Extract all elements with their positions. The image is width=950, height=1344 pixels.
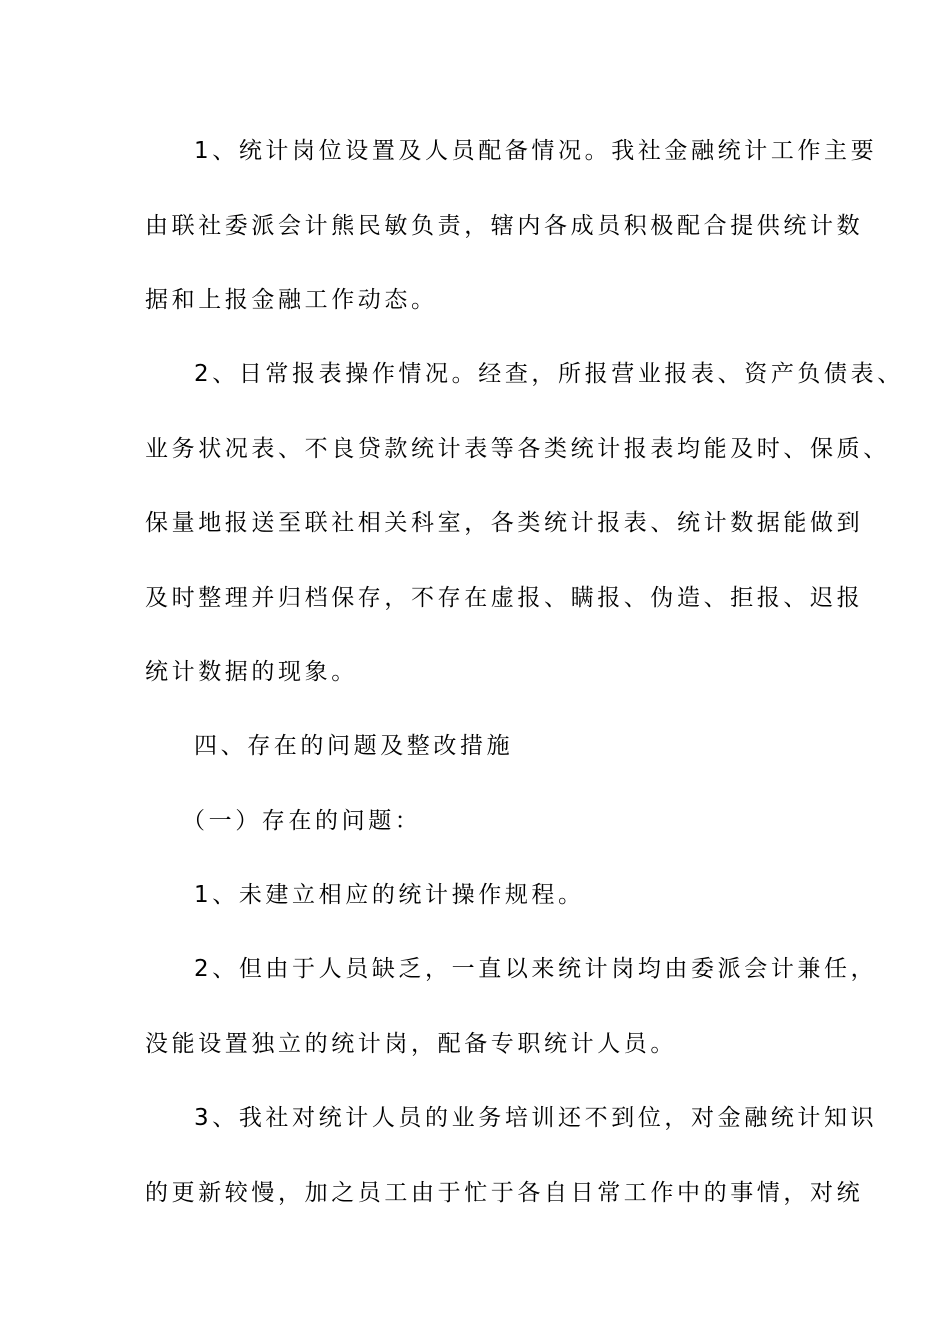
section-heading: 四、存在的问题及整改措施 xyxy=(194,733,514,759)
text-line: 及时整理并归档保存，不存在虚报、瞒报、伪造、拒报、迟报 xyxy=(145,585,864,611)
text-line: 1、统计岗位设置及人员配备情况。我社金融统计工作主要 xyxy=(194,138,878,164)
text-line: 没能设置独立的统计岗，配备专职统计人员。 xyxy=(145,1031,677,1057)
text-line: 保量地报送至联社相关科室，各类统计报表、统计数据能做到 xyxy=(145,510,864,536)
subsection-heading: （一）存在的问题： xyxy=(182,808,422,834)
text-line: 3、我社对统计人员的业务培训还不到位，对金融统计知识 xyxy=(194,1105,878,1131)
text-line: 2、但由于人员缺乏，一直以来统计岗均由委派会计兼任， xyxy=(194,956,878,982)
text-line: 统计数据的现象。 xyxy=(145,659,358,685)
text-line: 由联社委派会计熊民敏负责，辖内各成员积极配合提供统计数 xyxy=(145,213,864,239)
text-line: 业务状况表、不良贷款统计表等各类统计报表均能及时、保质、 xyxy=(145,436,890,462)
text-line: 2、日常报表操作情况。经查，所报营业报表、资产负债表、 xyxy=(194,361,904,387)
text-line: 的更新较慢，加之员工由于忙于各自日常工作中的事情，对统 xyxy=(145,1180,864,1206)
text-line: 据和上报金融工作动态。 xyxy=(145,287,438,313)
text-line: 1、未建立相应的统计操作规程。 xyxy=(194,882,585,908)
